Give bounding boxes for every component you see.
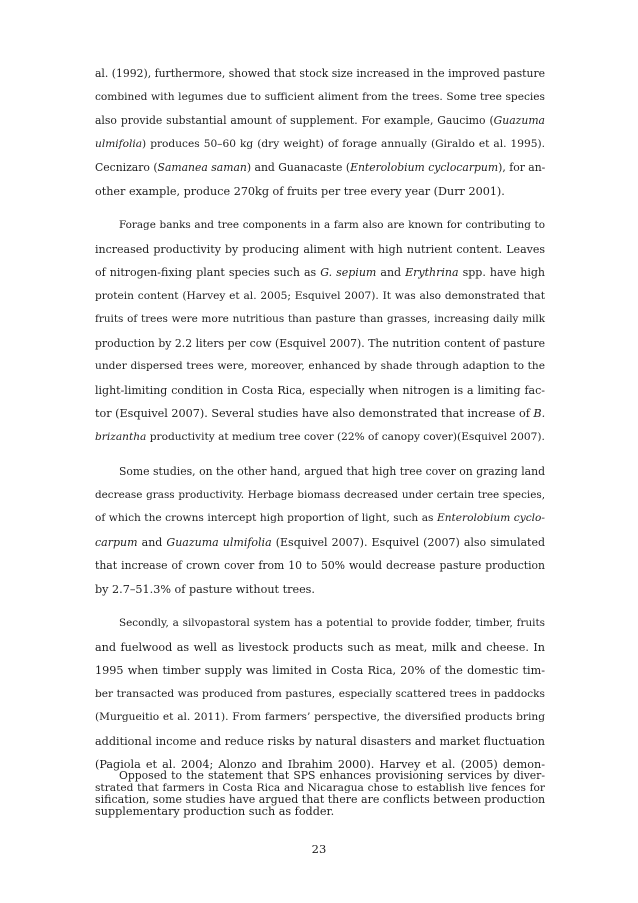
text-line: additional income and reduce risks by natural disasters and market fluctuation <box>95 734 545 748</box>
text-line: by 2.7–51.3% of pasture without trees. <box>95 582 315 596</box>
paragraph <box>95 62 545 203</box>
text-line: production by 2.2 liters per cow (Esquivel 2007). The nutrition content of pasture <box>95 336 545 350</box>
text-line: tor (Esquivel 2007). Several studies have also demonstrated that increase of B. <box>95 407 546 421</box>
text-line: (Murgueitio et al. 2011). From farmers’ perspective, the diversified products bring <box>95 711 545 724</box>
text-line: combined with legumes due to sufficient aliment from the trees. Some tree species <box>95 90 545 103</box>
text-line: ber transacted was produced from pastures, especially scattered trees in paddocks <box>95 687 545 700</box>
text-line: strated that farmers in Costa Rica and Nicaragua chose to establish live fences for <box>95 781 545 794</box>
text-line: 1995 when timber supply was limited in Costa Rica, 20% of the domestic tim- <box>95 664 545 678</box>
text-line: other example, produce 270kg of fruits per tree every year (Durr 2001). <box>95 184 505 198</box>
text-line: and fuelwood as well as livestock products such as meat, milk and cheese. In <box>95 640 545 654</box>
paragraph <box>95 214 545 449</box>
text-line: also provide substantial amount of supplement. For example, Gaucimo (Guazuma <box>95 114 545 128</box>
paragraph <box>95 764 545 811</box>
text-line: Forage banks and tree components in a farm also are known for contributing to <box>119 219 545 231</box>
text-line: light-limiting condition in Costa Rica, especially when nitrogen is a limiting fac- <box>95 383 545 397</box>
text-line: fruits of trees were more nutritious than pasture than grasses, increasing daily milk <box>95 313 545 326</box>
text-line: Some studies, on the other hand, argued that high tree cover on grazing land <box>119 465 545 478</box>
text-line: supplementary production such as fodder. <box>95 805 335 819</box>
text-line: Secondly, a silvopastoral system has a potential to provide fodder, timber, fruits <box>119 617 545 629</box>
text-line: al. (1992), furthermore, showed that stock size increased in the improved pasture <box>95 67 545 80</box>
text-line: Opposed to the statement that SPS enhances provisioning services by diver- <box>119 769 545 782</box>
text-line: that increase of crown cover from 10 to 50% would decrease pasture production <box>95 559 545 573</box>
text-line: ulmifolia) produces 50–60 kg (dry weight) of forage annually (Giraldo et al. 1995). <box>95 137 545 150</box>
text-line: carpum and Guazuma ulmifolia (Esquivel 2007). Esquivel (2007) also simulated <box>95 535 545 549</box>
text-line: Cecnizaro (Samanea saman) and Guanacaste (Enterolobium cyclocarpum), for an- <box>95 161 546 175</box>
text-line: sification, some studies have argued that there are conflicts between production <box>95 792 546 806</box>
text-line: of which the crowns intercept high proportion of light, such as Enterolobium cyclo- <box>95 512 545 525</box>
text-line: of nitrogen-fixing plant species such as G. sepium and Erythrina spp. have high <box>95 266 545 280</box>
text-line: (Pagiola et al. 2004; Alonzo and Ibrahim 2000). Harvey et al. (2005) demon- <box>95 758 545 772</box>
text-line: under dispersed trees were, moreover, enhanced by shade through adaption to the <box>95 360 545 373</box>
page-number: 23 <box>311 842 327 856</box>
paragraph <box>95 460 545 601</box>
text-line: decrease grass productivity. Herbage biomass decreased under certain tree species, <box>95 488 545 501</box>
text-line: brizantha productivity at medium tree cover (22% of canopy cover)(Esquivel 2007). <box>95 430 545 443</box>
text-line: protein content (Harvey et al. 2005; Esquivel 2007). It was also demonstrated that <box>95 289 545 302</box>
text-line: increased productivity by producing aliment with high nutrient content. Leaves <box>95 242 545 256</box>
